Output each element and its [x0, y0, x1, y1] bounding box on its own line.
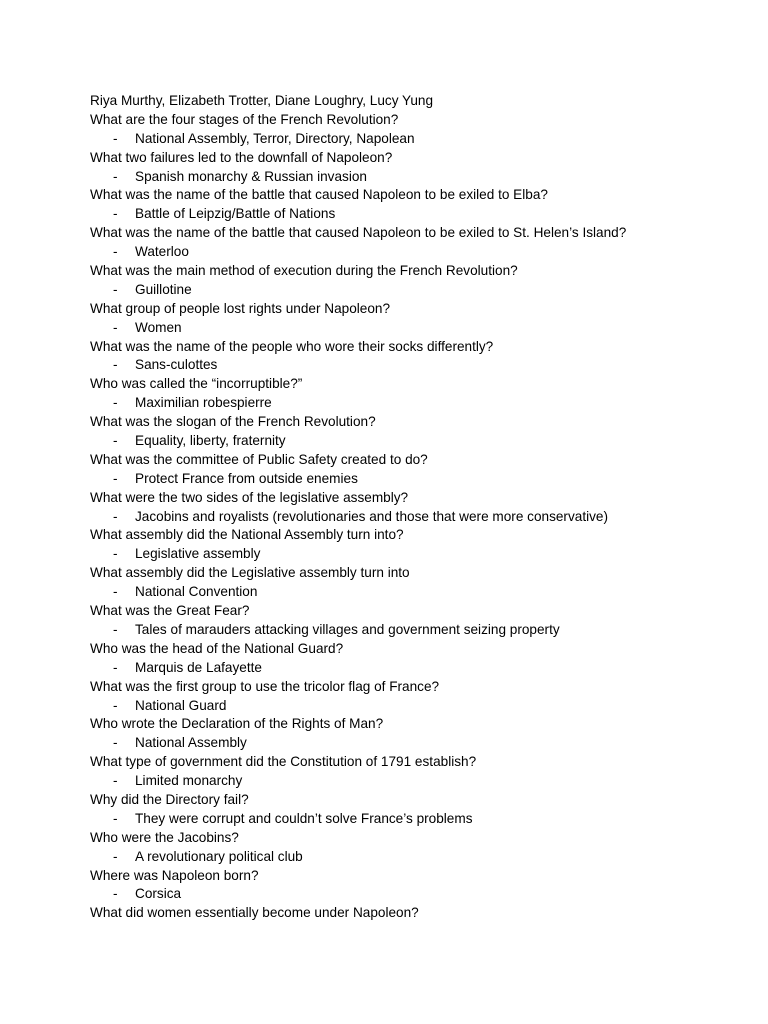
question-line: Who were the Jacobins?	[90, 829, 239, 845]
answer-text: Legislative assembly	[135, 546, 261, 562]
answer-text: Women	[135, 319, 182, 335]
answer-line	[90, 583, 730, 602]
question-line: What did women essentially become under Napoleon?	[90, 905, 419, 921]
answer-line	[90, 470, 730, 489]
bullet-dash: -	[113, 773, 118, 789]
answer-line	[90, 734, 730, 753]
answer-text: Guillotine	[135, 281, 192, 297]
answer-line	[90, 394, 730, 413]
bullet-dash: -	[113, 281, 118, 297]
question-line: What assembly did the Legislative assembly turn into	[90, 565, 410, 581]
answer-line	[90, 621, 730, 640]
question-line: What two failures led to the downfall of Napoleon?	[90, 149, 393, 165]
answer-text: They were corrupt and couldn’t solve France’s problems	[135, 810, 473, 826]
answer-line	[90, 545, 730, 564]
author-names: Riya Murthy, Elizabeth Trotter, Diane Loughry, Lucy Yung	[90, 93, 434, 108]
answer-line	[90, 319, 730, 338]
bullet-dash: -	[113, 621, 118, 637]
bullet-dash: -	[113, 395, 118, 411]
answer-line	[90, 848, 730, 867]
question-line: Why did the Directory fail?	[90, 791, 249, 807]
bullet-dash: -	[113, 130, 118, 146]
answer-text: Battle of Leipzig/Battle of Nations	[135, 206, 336, 222]
bullet-dash: -	[113, 206, 118, 222]
question-line: What were the two sides of the legislative assembly?	[90, 489, 409, 505]
bullet-dash: -	[113, 697, 118, 713]
bullet-dash: -	[113, 508, 118, 524]
question-line: What are the four stages of the French Revolution?	[90, 111, 399, 127]
bullet-dash: -	[113, 470, 118, 486]
answer-line	[90, 432, 730, 451]
question-line: What was the main method of execution during the French Revolution?	[90, 263, 518, 279]
bullet-dash: -	[113, 546, 118, 562]
answer-text: Tales of marauders attacking villages and government seizing property	[135, 621, 560, 637]
bullet-dash: -	[113, 433, 118, 449]
question-line: Who wrote the Declaration of the Rights of Man?	[90, 716, 384, 732]
document-page	[90, 92, 730, 923]
bullet-dash: -	[113, 244, 118, 260]
bullet-dash: -	[113, 357, 118, 373]
bullet-dash: -	[113, 319, 118, 335]
question-line: What was the name of the battle that caused Napoleon to be exiled to St. Helen’s Island?	[90, 225, 627, 241]
answer-line	[90, 697, 730, 716]
question-line: Who was called the “incorruptible?”	[90, 376, 303, 392]
answer-line	[90, 281, 730, 300]
bullet-dash: -	[113, 886, 118, 902]
question-line: What was the Great Fear?	[90, 603, 250, 619]
answer-text: Equality, liberty, fraternity	[135, 433, 286, 449]
answer-line	[90, 885, 730, 904]
answer-text: National Assembly	[135, 735, 247, 751]
answer-line	[90, 659, 730, 678]
bullet-dash: -	[113, 168, 118, 184]
bullet-dash: -	[113, 810, 118, 826]
bullet-dash: -	[113, 584, 118, 600]
answer-text: Corsica	[135, 886, 182, 902]
answer-line	[90, 205, 730, 224]
bullet-dash: -	[113, 659, 118, 675]
answer-text: Limited monarchy	[135, 773, 243, 789]
answer-line	[90, 168, 730, 187]
answer-line	[90, 130, 730, 149]
qa-list	[90, 111, 730, 923]
question-line: What type of government did the Constitution of 1791 establish?	[90, 754, 477, 770]
answer-text: Sans-culottes	[135, 357, 218, 373]
answer-line	[90, 508, 730, 527]
question-line: Who was the head of the National Guard?	[90, 640, 344, 656]
answer-text: Spanish monarchy & Russian invasion	[135, 168, 367, 184]
answer-text: National Assembly, Terror, Directory, Napolean	[135, 130, 415, 146]
question-line: What was the committee of Public Safety created to do?	[90, 451, 428, 467]
answer-line	[90, 772, 730, 791]
answer-line	[90, 356, 730, 375]
question-line: What was the name of the battle that caused Napoleon to be exiled to Elba?	[90, 187, 548, 203]
bullet-dash: -	[113, 735, 118, 751]
answer-text: Jacobins and royalists (revolutionaries and those that were more conservative)	[135, 508, 608, 524]
answer-text: Waterloo	[135, 244, 189, 260]
bullet-dash: -	[113, 848, 118, 864]
answer-text: National Guard	[135, 697, 227, 713]
answer-text: National Convention	[135, 584, 258, 600]
question-line: What was the name of the people who wore their socks differently?	[90, 338, 494, 354]
question-line: What group of people lost rights under Napoleon?	[90, 300, 391, 316]
answer-text: Maximilian robespierre	[135, 395, 272, 411]
answer-line	[90, 810, 730, 829]
question-line: Where was Napoleon born?	[90, 867, 259, 883]
answer-line	[90, 243, 730, 262]
question-line: What was the first group to use the tricolor flag of France?	[90, 678, 440, 694]
answer-text: Marquis de Lafayette	[135, 659, 262, 675]
answer-text: Protect France from outside enemies	[135, 470, 358, 486]
answer-text: A revolutionary political club	[135, 848, 303, 864]
question-line: What assembly did the National Assembly turn into?	[90, 527, 404, 543]
question-line: What was the slogan of the French Revolution?	[90, 414, 376, 430]
